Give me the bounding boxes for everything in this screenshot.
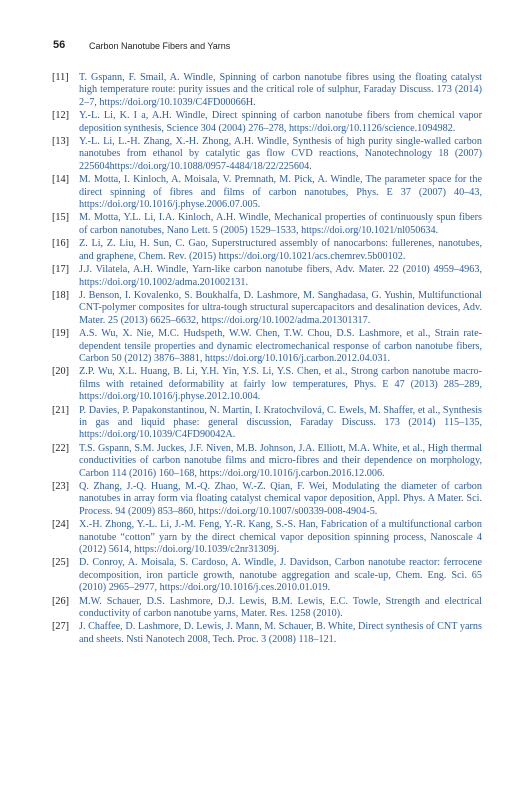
- reference-item: [52, 264, 482, 289]
- reference-item: [52, 174, 482, 211]
- reference-text[interactable]: D. Conroy, A. Moisala, S. Cardoso, A. Windle, J. Davidson, Carbon nanotube reactor: ferrocene decomposition, iron particle growth, nanotube aggregation and scale-up, Chem. Eng. Sci. 65 (2010) 2965–2977, https://doi.org/10.1016/j.ces.2010.01.019.: [79, 557, 482, 594]
- reference-number: [20]: [52, 366, 69, 378]
- reference-item: [52, 110, 482, 135]
- reference-number: [25]: [52, 557, 69, 569]
- reference-text[interactable]: T. Gspann, F. Smail, A. Windle, Spinning of carbon nanotube fibres using the floating catalyst high temperature route: purity issues and the critical role of sulphur, Faraday Discuss. 173 (2014) 2–7, https://doi.org/10.1039/C4FD00066H.: [79, 72, 482, 108]
- reference-item: [52, 621, 482, 646]
- reference-text[interactable]: M. Motta, Y.L. Li, I.A. Kinloch, A.H. Windle, Mechanical properties of continuously spun fibers of carbon nanotubes, Nano Lett. 5 (2005) 1529–1533, https://doi.org/10.1021/nl050634.: [79, 212, 482, 236]
- reference-number: [23]: [52, 481, 69, 492]
- reference-item: [52, 405, 482, 442]
- reference-number: [19]: [52, 328, 69, 340]
- reference-item: [52, 366, 482, 403]
- reference-number: [22]: [52, 442, 69, 454]
- reference-text[interactable]: A.S. Wu, X. Nie, M.C. Hudspeth, W.W. Chen, T.W. Chou, D.S. Lashmore, et al., Strain rate-dependent tensile properties and dynamic electromechanical response of carbon nanotube fibers, Carbon 50 (2012) 3876–3881, https://doi.org/10.1016/j.carbon.2012.04.031.: [79, 328, 482, 364]
- reference-number: [24]: [52, 519, 69, 531]
- running-title: Carbon Nanotube Fibers and Yarns: [89, 41, 231, 51]
- reference-item: [52, 481, 482, 518]
- reference-text[interactable]: J. Chaffee, D. Lashmore, D. Lewis, J. Mann, M. Schauer, B. White, Direct synthesis of CNT yarns and sheets. Nsti Nanotech 2008, Tech. Proc. 3 (2008) 118–121.: [79, 621, 482, 645]
- reference-number: [21]: [52, 404, 69, 416]
- reference-text[interactable]: Z. Li, Z. Liu, H. Sun, C. Gao, Superstructured assembly of nanocarbons: fullerenes, nanotubes, and graphene, Chem. Rev. (2015) https://doi.org/10.1021/acs.chemrev.5b00102.: [79, 238, 482, 262]
- reference-text[interactable]: J. Benson, I. Kovalenko, S. Boukhalfa, D. Lashmore, M. Sanghadasa, G. Yushin, Multifunctional CNT-polymer composites for ultra-tough structural supercapacitors and desalination devices, Adv. Mater. 25 (2013) 6625–6632, https://doi.org/10.1002/adma.201301317.: [79, 289, 482, 326]
- reference-item: [52, 443, 482, 480]
- reference-number: [27]: [52, 621, 69, 633]
- reference-number: [26]: [52, 595, 69, 607]
- reference-item: [52, 557, 482, 594]
- reference-text[interactable]: Y.-L. Li, K. I a, A.H. Windle, Direct spinning of carbon nanotube fibers from chemical vapor deposition synthesis, Science 304 (2004) 276–278, https://doi.org/10.1126/science.1094982.: [79, 110, 482, 134]
- reference-text[interactable]: M. Motta, I. Kinloch, A. Moisala, V. Premnath, M. Pick, A. Windle, The parameter space for the direct spinning of fibres and films of carbon nanotubes, Phys. E 37 (2007) 40–43, https://doi.org/10.1016/j.physe.2006.07.005.: [79, 174, 482, 211]
- reference-number: [13]: [52, 136, 69, 148]
- reference-item: [52, 328, 482, 365]
- reference-number: [11]: [52, 72, 69, 83]
- reference-item: [52, 519, 482, 556]
- reference-text[interactable]: Q. Zhang, J.-Q. Huang, M.-Q. Zhao, W.-Z. Qian, F. Wei, Modulating the diameter of carbon nanotubes in array form via floating catalyst chemical vapor deposition, Appl. Phys. A Mater. Sci. Process. 94 (2009) 853–860, https://doi.org/10.1007/s00339-008-4904-5.: [79, 481, 482, 517]
- reference-item: [52, 72, 482, 109]
- reference-number: [12]: [52, 110, 69, 122]
- reference-number: [14]: [52, 174, 69, 186]
- reference-text[interactable]: X.-H. Zhong, Y.-L. Li, J.-M. Feng, Y.-R. Kang, S.-S. Han, Fabrication of a multifunctional carbon nanotube “cotton” yarn by the direct chemical vapor deposition spinning process, Nanoscale 4 (2012) 5614, https://doi.org/10.1039/c2nr31309j.: [79, 519, 482, 556]
- reference-text[interactable]: M.W. Schauer, D.S. Lashmore, D.J. Lewis, B.M. Lewis, E.C. Towle, Strength and electrical conductivity of carbon nanotube yarns, Mater. Res. 1258 (2010).: [79, 595, 482, 620]
- reference-text[interactable]: P. Davies, P. Papakonstantinou, N. Martin, I. Kratochvílová, C. Ewels, M. Shaffer, et al., Synthesis in gas and liquid phase: general discussion, Faraday Discuss. 173 (2014) 115–135, https://doi.org/10.1039/C4FD90042A.: [79, 404, 482, 441]
- reference-text[interactable]: T.S. Gspann, S.M. Juckes, J.F. Niven, M.B. Johnson, J.A. Elliott, M.A. White, et al., High thermal conductivities of carbon nanotube films and micro-fibres and their dependence on morphology, Carbon 114 (2016) 160–168, https://doi.org/10.1016/j.carbon.2016.12.006.: [79, 442, 482, 479]
- reference-list: [52, 72, 482, 647]
- reference-item: [52, 136, 482, 173]
- reference-text[interactable]: Y.-L. Li, L.-H. Zhang, X.-H. Zhong, A.H. Windle, Synthesis of high purity single-walled carbon nanotubes from ethanol by catalytic gas flow CVD reactions, Nanotechnology 18 (2007) 225604https://doi.org/10.1088/0957-4484/18/22/225604.: [79, 136, 482, 172]
- reference-number: [17]: [52, 264, 69, 276]
- reference-item: [52, 596, 482, 621]
- reference-item: [52, 212, 482, 237]
- reference-text[interactable]: J.J. Vilatela, A.H. Windle, Yarn-like carbon nanotube fibers, Adv. Mater. 22 (2010) 4959–4963, https://doi.org/10.1002/adma.201002131.: [79, 264, 482, 288]
- reference-item: [52, 238, 482, 263]
- reference-number: [18]: [52, 289, 69, 301]
- page-number: 56: [53, 39, 66, 51]
- reference-item: [52, 290, 482, 327]
- reference-text[interactable]: Z.P. Wu, X.L. Huang, B. Li, Y.H. Yin, Y.S. Li, Y.S. Chen, et al., Strong carbon nanotube macro-films with retained deformability at fairly low temperatures, Phys. E 47 (2013) 285–289, https://doi.org/10.1016/j.physe.2012.10.004.: [79, 366, 482, 403]
- reference-number: [16]: [52, 238, 69, 250]
- reference-number: [15]: [52, 212, 69, 224]
- page-header: [0, 38, 531, 58]
